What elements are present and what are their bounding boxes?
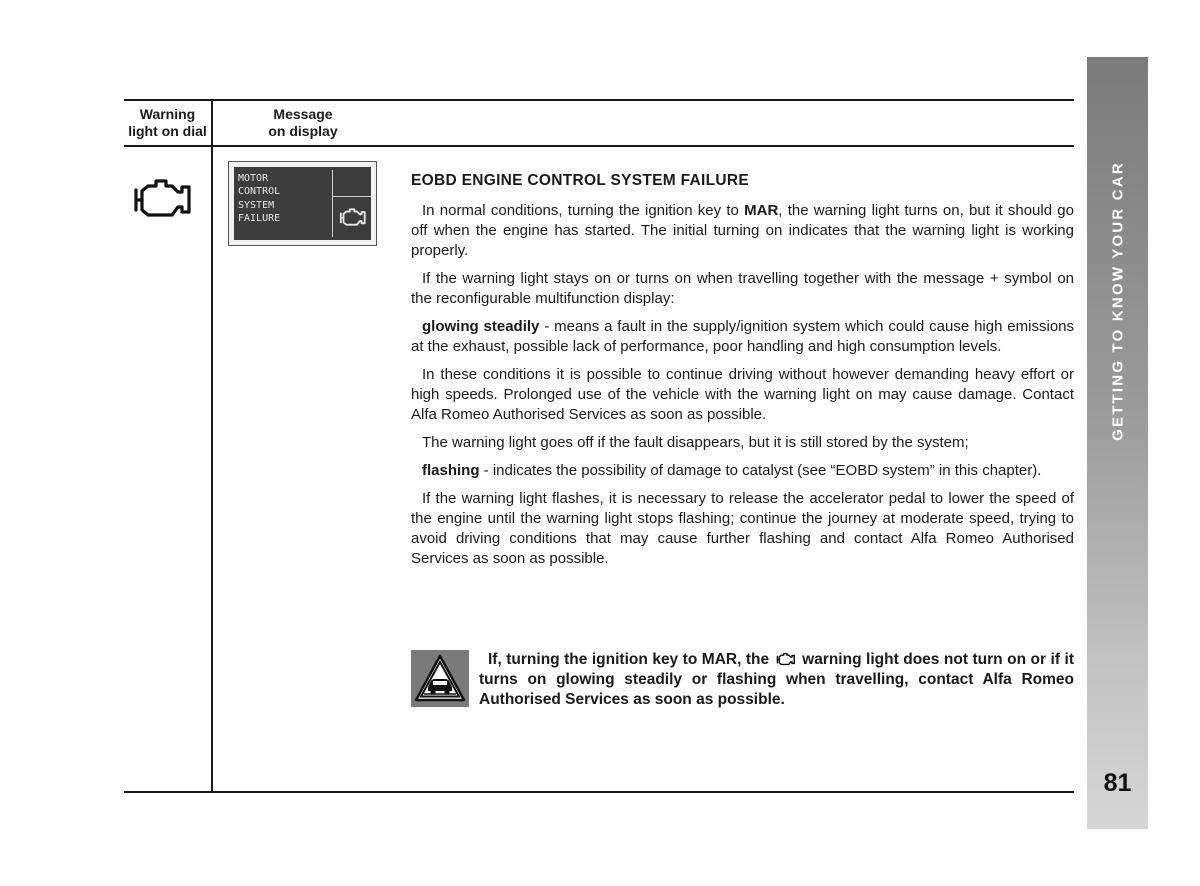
page-number: 81 bbox=[1103, 769, 1132, 797]
paragraph: In normal conditions, turning the ignition key to MAR, the warning light turns on, but it should go off when the engine has started. The initial turning on indicates that the warning light is working properly. bbox=[411, 202, 1074, 259]
paragraph: glowing steadily - means a fault in the supply/ignition system which could cause high emissions at the exhaust, possible lack of performance, poor handling and high consumption levels. bbox=[411, 318, 1074, 355]
display-message-panel bbox=[228, 161, 377, 246]
section-body bbox=[411, 171, 1074, 577]
table-header-rule bbox=[124, 145, 1074, 147]
warning-text: If, turning the ignition key to MAR, the warning light does not turn on or if it turns on glowing steadily or flashing when travelling, contact Alfa Romeo Authorised Services as soon as possible. bbox=[479, 651, 1074, 708]
chapter-tab bbox=[1087, 57, 1148, 829]
chapter-title: GETTING TO KNOW YOUR CAR bbox=[1109, 161, 1126, 441]
table-top-rule bbox=[124, 99, 1074, 101]
display-line: MOTOR bbox=[238, 173, 269, 184]
table-column-divider bbox=[211, 99, 213, 793]
display-screen bbox=[234, 167, 371, 240]
paragraph: If the warning light stays on or turns on when travelling together with the message + symbol on the reconfigurable multifunction display: bbox=[411, 270, 1074, 307]
display-text bbox=[238, 172, 280, 226]
car-hazard-triangle-icon bbox=[411, 650, 469, 707]
section-title: EOBD ENGINE CONTROL SYSTEM FAILURE bbox=[411, 172, 750, 189]
display-divider bbox=[332, 196, 371, 197]
paragraph: flashing - indicates the possibility of damage to catalyst (see “EOBD system” in this chapter). bbox=[422, 462, 1042, 479]
display-line: SYSTEM bbox=[238, 199, 275, 211]
display-line: FAILURE bbox=[238, 213, 281, 225]
engine-check-icon bbox=[132, 176, 194, 220]
paragraph: In these conditions it is possible to continue driving without however demanding heavy effort or high speeds. Prolonged use of the vehicle with the warning light on may cause damage. Contact Alfa Romeo Authorised Services as soon as possible. bbox=[411, 366, 1074, 423]
engine-check-icon bbox=[339, 207, 367, 227]
display-divider bbox=[332, 170, 333, 237]
paragraph: If the warning light flashes, it is necessary to release the accelerator pedal to lower the speed of the engine until the warning light stops flashing; continue the journey at moderate speed, trying to avoid driving conditions that may cause further flashing and contact Alfa Romeo Authorised Services as soon as possible. bbox=[411, 490, 1074, 567]
table-bottom-rule bbox=[124, 791, 1074, 793]
paragraph: The warning light goes off if the fault disappears, but it is still stored by the system; bbox=[422, 434, 969, 451]
column-header-message: Message on display bbox=[268, 106, 338, 139]
display-line: CONTROL bbox=[238, 186, 281, 198]
column-header-warning-light: Warning light on dial bbox=[128, 106, 207, 139]
engine-check-icon bbox=[774, 652, 798, 666]
